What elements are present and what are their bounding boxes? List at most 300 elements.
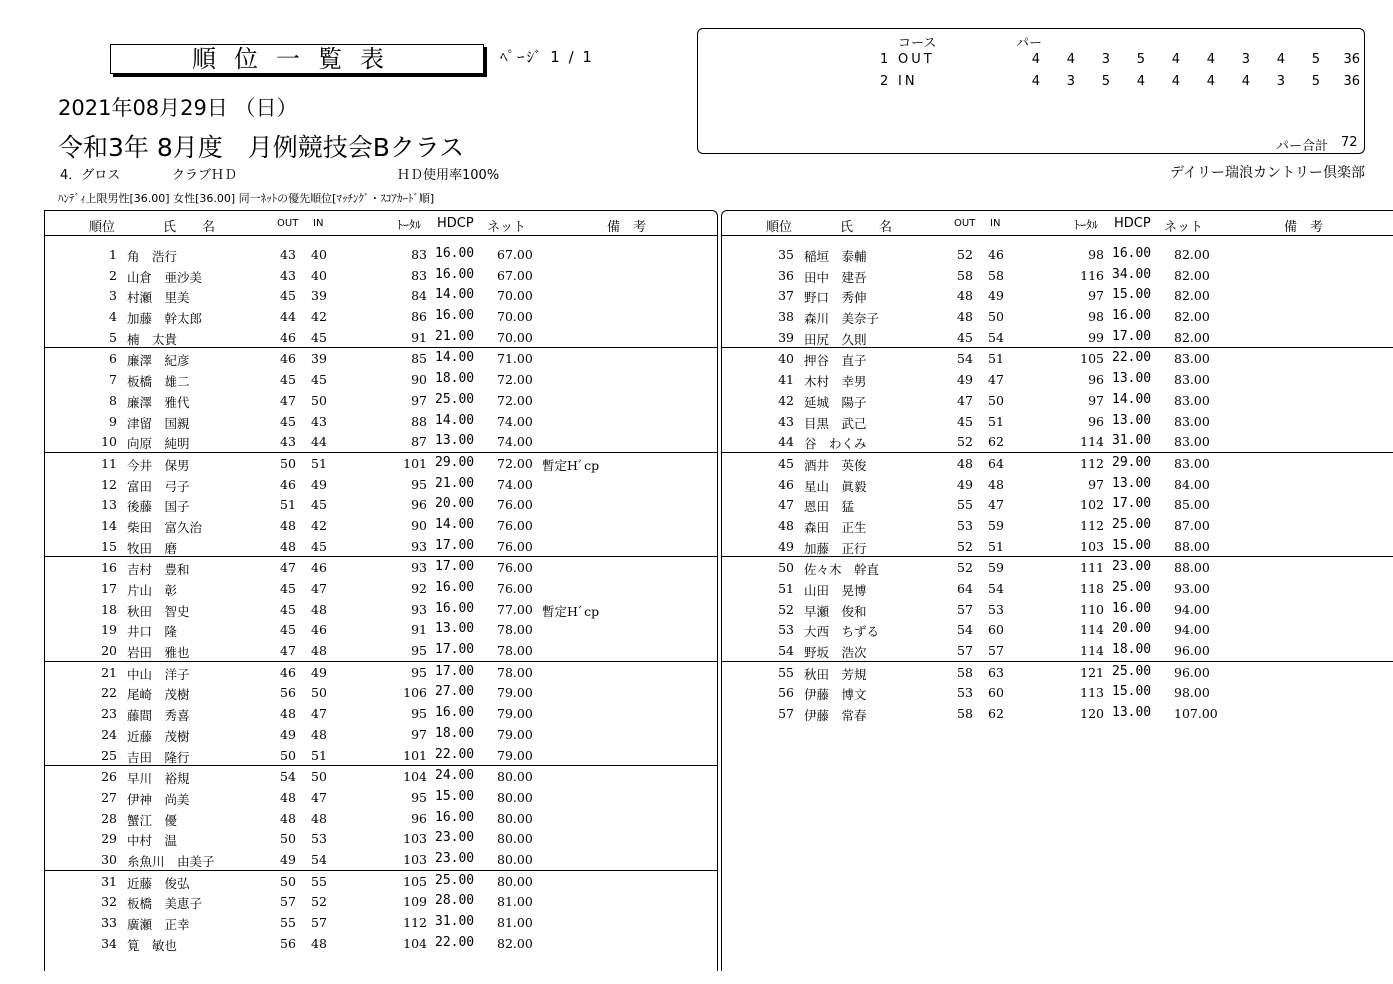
cell-net: 82.00 xyxy=(1174,329,1210,345)
cell-total: 96 xyxy=(411,497,427,513)
cell-total: 91 xyxy=(411,329,427,345)
cell-out: 45 xyxy=(957,329,973,345)
cell-out: 45 xyxy=(280,581,296,596)
cell-hdcp: 14.00 xyxy=(435,350,475,366)
header-total: ﾄｰﾀﾙ xyxy=(1074,218,1099,232)
cell-total: 98 xyxy=(1088,247,1104,262)
cell-hdcp: 25.00 xyxy=(1112,663,1152,679)
cell-out: 54 xyxy=(957,351,973,367)
cell-in: 45 xyxy=(311,538,327,554)
cell-rank: 57 xyxy=(778,706,794,722)
cell-rank: 11 xyxy=(101,455,117,471)
par-value: 4 xyxy=(1066,52,1075,67)
cell-net: 82.00 xyxy=(1174,267,1210,283)
cell-in: 42 xyxy=(311,517,327,533)
cell-hdcp: 23.00 xyxy=(435,850,475,866)
club-name: デイリー瑞浪カントリー倶楽部 xyxy=(1169,165,1365,181)
cell-in: 52 xyxy=(311,894,327,910)
cell-name: 近藤 茂樹 xyxy=(127,728,190,744)
table-row xyxy=(45,891,717,912)
cell-out: 46 xyxy=(280,664,296,680)
cell-rank: 9 xyxy=(109,413,117,429)
cell-in: 39 xyxy=(311,351,327,367)
cell-hdcp: 25.00 xyxy=(1112,580,1152,595)
par-value: 4 xyxy=(1171,52,1180,67)
cell-hdcp: 23.00 xyxy=(1112,559,1152,575)
cell-hdcp: 18.00 xyxy=(435,725,475,741)
cell-out: 43 xyxy=(280,267,296,283)
cell-name: 板橋 雄二 xyxy=(127,374,190,390)
cell-in: 49 xyxy=(988,288,1004,304)
cell-total: 112 xyxy=(1080,455,1104,471)
cell-in: 50 xyxy=(311,685,327,701)
cell-name: 廉澤 雅代 xyxy=(127,394,190,410)
cell-name: 中村 温 xyxy=(127,833,178,849)
table-row xyxy=(722,347,1393,369)
cell-out: 45 xyxy=(280,413,296,429)
cell-in: 51 xyxy=(311,747,327,763)
cell-rank: 56 xyxy=(778,685,794,701)
cell-name: 糸魚川 由美子 xyxy=(127,853,215,869)
cell-in: 39 xyxy=(311,288,327,304)
cell-total: 85 xyxy=(411,351,427,367)
par-value: 4 xyxy=(1276,52,1285,67)
cell-hdcp: 20.00 xyxy=(1112,621,1152,637)
cell-in: 64 xyxy=(988,455,1004,471)
cell-out: 48 xyxy=(280,810,296,826)
header-remarks: 備 考 xyxy=(1284,220,1324,235)
cell-rank: 22 xyxy=(101,685,117,701)
cell-net: 83.00 xyxy=(1174,434,1210,450)
cell-out: 44 xyxy=(280,309,296,325)
cell-out: 50 xyxy=(280,747,296,763)
results-table-right xyxy=(721,210,1393,971)
cell-net: 78.00 xyxy=(497,622,533,638)
table-row xyxy=(45,745,717,766)
cell-out: 58 xyxy=(957,706,973,722)
cell-name: 田中 建吾 xyxy=(804,269,867,285)
table-row xyxy=(45,431,717,452)
rows-left xyxy=(45,244,717,953)
cell-total: 113 xyxy=(1080,685,1104,701)
cell-total: 120 xyxy=(1080,706,1104,722)
cell-total: 95 xyxy=(411,643,427,659)
cell-name: 村瀬 里美 xyxy=(127,290,190,306)
cell-name: 星山 眞毅 xyxy=(804,478,867,494)
cell-rank: 6 xyxy=(109,351,117,367)
cell-total: 97 xyxy=(1088,288,1104,304)
table-row xyxy=(45,494,717,515)
cell-in: 46 xyxy=(311,622,327,638)
cell-in: 55 xyxy=(311,873,327,889)
cell-net: 76.00 xyxy=(497,581,533,596)
cell-net: 79.00 xyxy=(497,726,533,742)
cell-net: 80.00 xyxy=(497,769,533,785)
cell-rank: 37 xyxy=(778,288,794,304)
table-row xyxy=(722,327,1393,348)
cell-out: 47 xyxy=(280,392,296,408)
cell-total: 101 xyxy=(403,455,427,471)
cell-net: 93.00 xyxy=(1174,581,1210,596)
cell-out: 57 xyxy=(280,894,296,910)
cell-rank: 51 xyxy=(778,581,794,596)
table-row xyxy=(722,556,1393,578)
cell-rank: 23 xyxy=(101,706,117,722)
cell-hdcp: 23.00 xyxy=(435,830,475,846)
cell-rank: 26 xyxy=(101,769,117,785)
table-row xyxy=(45,536,717,557)
cell-rank: 25 xyxy=(101,747,117,763)
cell-out: 57 xyxy=(957,643,973,659)
cell-total: 104 xyxy=(403,935,427,951)
cell-hdcp: 24.00 xyxy=(435,768,475,784)
cell-rank: 5 xyxy=(109,329,117,345)
par-value: 4 xyxy=(1206,52,1215,67)
cell-out: 52 xyxy=(957,247,973,262)
event-date: 2021年08月29日 （日） xyxy=(58,96,298,120)
cell-in: 46 xyxy=(988,247,1004,262)
table-row xyxy=(722,536,1393,557)
cell-out: 49 xyxy=(957,372,973,388)
table-row xyxy=(45,474,717,495)
cell-net: 81.00 xyxy=(497,894,533,910)
table-row xyxy=(45,912,717,933)
cell-rank: 24 xyxy=(101,726,117,742)
cell-net: 72.00 xyxy=(497,392,533,408)
cell-in: 50 xyxy=(988,309,1004,325)
cell-out: 45 xyxy=(957,413,973,429)
cell-net: 71.00 xyxy=(497,351,533,367)
cell-in: 58 xyxy=(988,267,1004,283)
table-row xyxy=(45,849,717,870)
cell-out: 48 xyxy=(957,455,973,471)
cell-out: 43 xyxy=(280,247,296,262)
par-value: 5 xyxy=(1101,74,1110,89)
cell-remark: 暫定Hﾞcp xyxy=(542,603,600,619)
header-hdcp: HDCP xyxy=(1114,216,1151,231)
cell-in: 60 xyxy=(988,685,1004,701)
cell-total: 105 xyxy=(403,873,427,889)
cell-rank: 43 xyxy=(778,413,794,429)
cell-rank: 32 xyxy=(101,894,117,910)
table-row xyxy=(45,765,717,787)
header-net: ネット xyxy=(1164,220,1204,235)
cell-hdcp: 29.00 xyxy=(1112,454,1152,470)
cell-net: 81.00 xyxy=(497,915,533,930)
cell-hdcp: 31.00 xyxy=(435,914,475,929)
cell-net: 82.00 xyxy=(497,935,533,951)
cell-net: 88.00 xyxy=(1174,560,1210,576)
cell-hdcp: 20.00 xyxy=(435,496,475,512)
cell-total: 90 xyxy=(411,372,427,388)
cell-hdcp: 25.00 xyxy=(435,872,475,888)
cell-name: 加藤 正行 xyxy=(804,540,867,556)
cell-in: 63 xyxy=(988,664,1004,680)
cell-total: 103 xyxy=(1080,538,1104,554)
cell-net: 76.00 xyxy=(497,517,533,533)
table-row xyxy=(722,703,1393,724)
cell-rank: 48 xyxy=(778,517,794,533)
club-hd-label: クラブＨＤ xyxy=(172,168,238,183)
cell-hdcp: 13.00 xyxy=(1112,705,1152,721)
cell-rank: 44 xyxy=(778,434,794,450)
header-rank: 順位 xyxy=(89,220,116,235)
cell-name: 野口 秀伸 xyxy=(804,290,867,306)
cell-in: 53 xyxy=(311,831,327,847)
cell-out: 47 xyxy=(280,560,296,576)
table-row xyxy=(45,265,717,286)
cell-name: 早瀬 俊和 xyxy=(804,603,867,619)
table-row xyxy=(45,724,717,745)
cell-net: 83.00 xyxy=(1174,455,1210,471)
cell-net: 76.00 xyxy=(497,560,533,576)
cell-in: 48 xyxy=(311,726,327,742)
cell-total: 109 xyxy=(403,894,427,910)
cell-out: 64 xyxy=(957,581,973,596)
cell-rank: 52 xyxy=(778,601,794,617)
cell-rank: 38 xyxy=(778,309,794,325)
table-row xyxy=(722,411,1393,432)
cell-hdcp: 22.00 xyxy=(1112,350,1152,366)
cell-name: 加藤 幹太郎 xyxy=(127,311,203,327)
cell-in: 57 xyxy=(311,915,327,930)
cell-rank: 17 xyxy=(101,581,117,596)
cell-hdcp: 17.00 xyxy=(435,537,475,553)
cell-total: 96 xyxy=(411,810,427,826)
cell-rank: 10 xyxy=(101,434,117,450)
par-value: 4 xyxy=(1031,74,1040,89)
cell-name: 大西 ちずる xyxy=(804,624,880,640)
cell-rank: 27 xyxy=(101,789,117,805)
table-row xyxy=(722,494,1393,515)
cell-net: 94.00 xyxy=(1174,601,1210,617)
cell-hdcp: 13.00 xyxy=(435,433,475,449)
cell-hdcp: 18.00 xyxy=(435,371,475,387)
cell-total: 110 xyxy=(1080,601,1104,617)
table-row xyxy=(45,452,717,474)
cell-name: 伊藤 常春 xyxy=(804,708,867,724)
cell-out: 45 xyxy=(280,372,296,388)
cell-out: 45 xyxy=(280,288,296,304)
cell-name: 延城 陽子 xyxy=(804,394,867,410)
table-row xyxy=(722,431,1393,452)
cell-out: 47 xyxy=(957,392,973,408)
cell-out: 46 xyxy=(280,329,296,345)
cell-total: 114 xyxy=(1080,434,1104,450)
cell-hdcp: 34.00 xyxy=(1112,266,1152,282)
cell-in: 48 xyxy=(311,643,327,659)
cell-hdcp: 21.00 xyxy=(435,328,475,344)
cell-total: 114 xyxy=(1080,622,1104,638)
par-value: 5 xyxy=(1311,52,1320,67)
cell-hdcp: 16.00 xyxy=(435,266,475,282)
par-column-label: パー xyxy=(1016,36,1043,51)
par-value: 3 xyxy=(1101,52,1110,67)
cell-in: 54 xyxy=(988,329,1004,345)
cell-total: 105 xyxy=(1080,351,1104,367)
table-row xyxy=(45,327,717,348)
cell-hdcp: 16.00 xyxy=(1112,308,1152,324)
table-row xyxy=(45,369,717,390)
cell-total: 98 xyxy=(1088,309,1104,325)
cell-rank: 42 xyxy=(778,392,794,408)
cell-name: 藤間 秀喜 xyxy=(127,708,190,724)
cell-out: 47 xyxy=(280,643,296,659)
cell-rank: 16 xyxy=(101,560,117,576)
par-grand-total: 72 xyxy=(1341,135,1358,150)
table-row xyxy=(45,933,717,954)
table-row xyxy=(722,682,1393,703)
cell-out: 48 xyxy=(957,288,973,304)
cell-total: 95 xyxy=(411,706,427,722)
cell-name: 田尻 久則 xyxy=(804,331,867,347)
hd-rate-label: ＨＤ使用率100% xyxy=(397,168,500,183)
cell-net: 84.00 xyxy=(1174,476,1210,492)
cell-rank: 12 xyxy=(101,476,117,492)
cell-rank: 49 xyxy=(778,538,794,554)
cell-out: 50 xyxy=(280,455,296,471)
cell-name: 目黒 武己 xyxy=(804,415,867,431)
header-out: OUT xyxy=(954,218,976,229)
cell-net: 79.00 xyxy=(497,685,533,701)
cell-name: 秋田 智史 xyxy=(127,603,190,619)
cell-hdcp: 31.00 xyxy=(1112,433,1152,449)
cell-total: 88 xyxy=(411,413,427,429)
table-row xyxy=(722,515,1393,536)
header-rank: 順位 xyxy=(766,220,793,235)
cell-total: 103 xyxy=(403,831,427,847)
cell-net: 78.00 xyxy=(497,664,533,680)
cell-name: 山田 晃博 xyxy=(804,583,867,598)
cell-in: 62 xyxy=(988,434,1004,450)
cell-net: 72.00 xyxy=(497,372,533,388)
header-remarks: 備 考 xyxy=(607,220,647,235)
cell-name: 佐々木 幹直 xyxy=(804,562,880,578)
cell-in: 50 xyxy=(311,392,327,408)
cell-net: 80.00 xyxy=(497,851,533,867)
cell-in: 51 xyxy=(988,538,1004,554)
cell-net: 70.00 xyxy=(497,288,533,304)
cell-hdcp: 16.00 xyxy=(435,308,475,324)
cell-rank: 30 xyxy=(101,851,117,867)
cell-out: 56 xyxy=(280,935,296,951)
table-row xyxy=(45,285,717,306)
cell-name: 楠 太貴 xyxy=(127,331,178,347)
cell-hdcp: 16.00 xyxy=(435,580,475,595)
cell-out: 58 xyxy=(957,664,973,680)
cell-net: 88.00 xyxy=(1174,538,1210,554)
cell-total: 83 xyxy=(411,247,427,262)
cell-total: 116 xyxy=(1080,267,1104,283)
course-name: IN xyxy=(898,74,918,89)
cell-total: 104 xyxy=(403,769,427,785)
cell-out: 53 xyxy=(957,685,973,701)
cell-total: 99 xyxy=(1088,329,1104,345)
cell-name: 伊藤 博文 xyxy=(804,687,867,703)
table-row xyxy=(45,556,717,578)
cell-rank: 39 xyxy=(778,329,794,345)
results-table-left xyxy=(44,210,718,971)
cell-in: 48 xyxy=(311,935,327,951)
cell-in: 49 xyxy=(311,664,327,680)
cell-name: 山倉 亜沙美 xyxy=(127,269,203,285)
cell-hdcp: 29.00 xyxy=(435,454,475,470)
cell-hdcp: 15.00 xyxy=(1112,537,1152,553)
cell-hdcp: 15.00 xyxy=(435,788,475,804)
table-row xyxy=(45,703,717,724)
table-row xyxy=(45,390,717,411)
cell-net: 70.00 xyxy=(497,309,533,325)
cell-name: 富田 弓子 xyxy=(127,478,190,494)
cell-total: 93 xyxy=(411,601,427,617)
cell-net: 76.00 xyxy=(497,497,533,513)
par-total: 36 xyxy=(1343,74,1360,89)
table-row xyxy=(45,682,717,703)
course-par-box xyxy=(697,28,1365,154)
cell-total: 97 xyxy=(1088,392,1104,408)
cell-net: 83.00 xyxy=(1174,413,1210,429)
cell-out: 46 xyxy=(280,351,296,367)
cell-out: 46 xyxy=(280,476,296,492)
cell-hdcp: 22.00 xyxy=(435,934,475,950)
cell-hdcp: 16.00 xyxy=(435,705,475,721)
cell-out: 45 xyxy=(280,622,296,638)
table-row xyxy=(722,306,1393,327)
header-total: ﾄｰﾀﾙ xyxy=(397,218,422,232)
cell-net: 82.00 xyxy=(1174,309,1210,325)
table-row xyxy=(722,265,1393,286)
cell-name: 押谷 直子 xyxy=(804,353,867,369)
cell-in: 47 xyxy=(311,706,327,722)
cell-out: 56 xyxy=(280,685,296,701)
cell-out: 49 xyxy=(280,726,296,742)
cell-name: 酒井 英俊 xyxy=(804,457,867,473)
table-row xyxy=(45,640,717,661)
cell-name: 恩田 猛 xyxy=(804,499,855,515)
cell-net: 83.00 xyxy=(1174,372,1210,388)
cell-rank: 33 xyxy=(101,915,117,930)
cell-name: 吉村 豊和 xyxy=(127,562,190,578)
cell-rank: 53 xyxy=(778,622,794,638)
cell-rank: 7 xyxy=(109,372,117,388)
cell-rank: 2 xyxy=(109,267,117,283)
cell-hdcp: 16.00 xyxy=(1112,600,1152,616)
cell-rank: 41 xyxy=(778,372,794,388)
cell-name: 今井 保男 xyxy=(127,457,190,473)
cell-total: 87 xyxy=(411,434,427,450)
cell-hdcp: 13.00 xyxy=(1112,412,1152,428)
course-no: 2 xyxy=(880,74,889,89)
cell-total: 93 xyxy=(411,560,427,576)
cell-hdcp: 25.00 xyxy=(435,391,475,407)
cell-rank: 35 xyxy=(778,247,794,262)
page-indicator: ﾍﾟｰｼﾞ 1 / 1 xyxy=(500,48,594,66)
cell-name: 向原 純明 xyxy=(127,436,190,452)
cell-net: 96.00 xyxy=(1174,643,1210,659)
cell-name: 後藤 国子 xyxy=(127,499,190,515)
cell-in: 60 xyxy=(988,622,1004,638)
table-row xyxy=(722,619,1393,640)
cell-hdcp: 25.00 xyxy=(1112,516,1152,532)
cell-in: 51 xyxy=(988,351,1004,367)
cell-hdcp: 16.00 xyxy=(435,809,475,825)
cell-name: 秋田 芳規 xyxy=(804,666,867,682)
cell-hdcp: 16.00 xyxy=(435,246,475,261)
cell-total: 95 xyxy=(411,789,427,805)
cell-rank: 34 xyxy=(101,935,117,951)
cell-out: 49 xyxy=(280,851,296,867)
rows-right xyxy=(722,244,1393,724)
